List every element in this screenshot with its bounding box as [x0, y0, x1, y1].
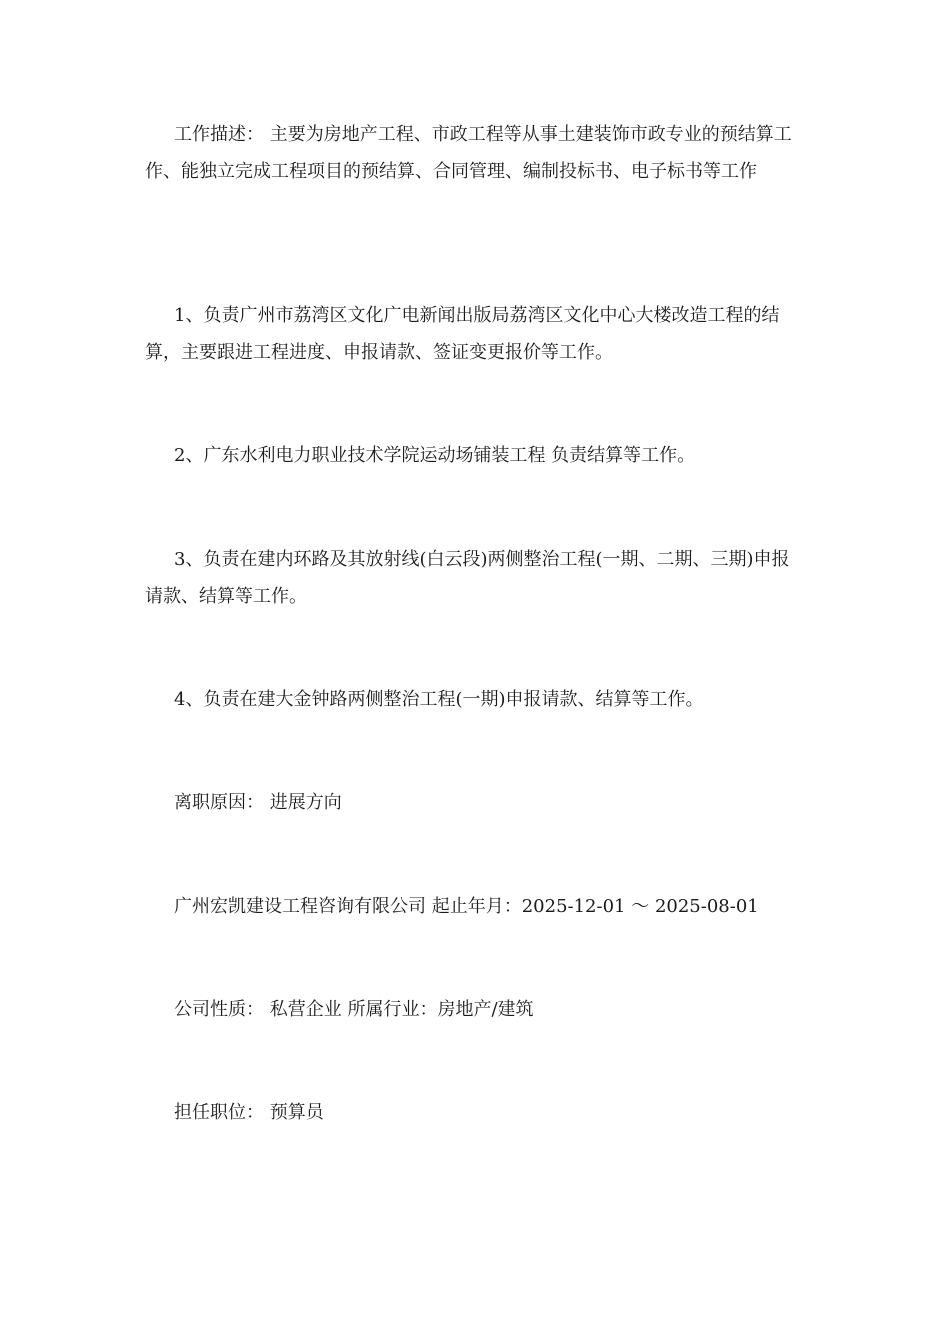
- leave-reason-line: 离职原因： 进展方向: [174, 792, 342, 813]
- company-period-line: 广州宏凯建设工程咨询有限公司 起止年月：2025-12-01 ～ 2025-08-01: [174, 896, 759, 917]
- work-description-paragraph: 工作描述： 主要为房地产工程、市政工程等从事土建装饰市政专业的预结算工作、能独立完成工程项目的预结算、合同管理、编制投标书、电子标书等工作: [145, 124, 792, 182]
- work-item-2-paragraph: 2、广东水利电力职业技术学院运动场铺装工程 负责结算等工作。: [174, 445, 696, 466]
- work-item-3-paragraph: 3、负责在建内环路及其放射线(白云段)两侧整治工程(一期、二期、三期)申报请款、结算等工作。: [145, 549, 790, 607]
- work-item-4-paragraph: 4、负责在建大金钟路两侧整治工程(一期)申报请款、结算等工作。: [174, 689, 704, 710]
- position-line: 担任职位： 预算员: [174, 1102, 324, 1123]
- work-item-1-paragraph: 1、负责广州市荔湾区文化广电新闻出版局荔湾区文化中心大楼改造工程的结算，主要跟进工程进度、申报请款、签证变更报价等工作。: [145, 305, 780, 363]
- company-nature-line: 公司性质： 私营企业 所属行业：房地产/建筑: [174, 999, 534, 1020]
